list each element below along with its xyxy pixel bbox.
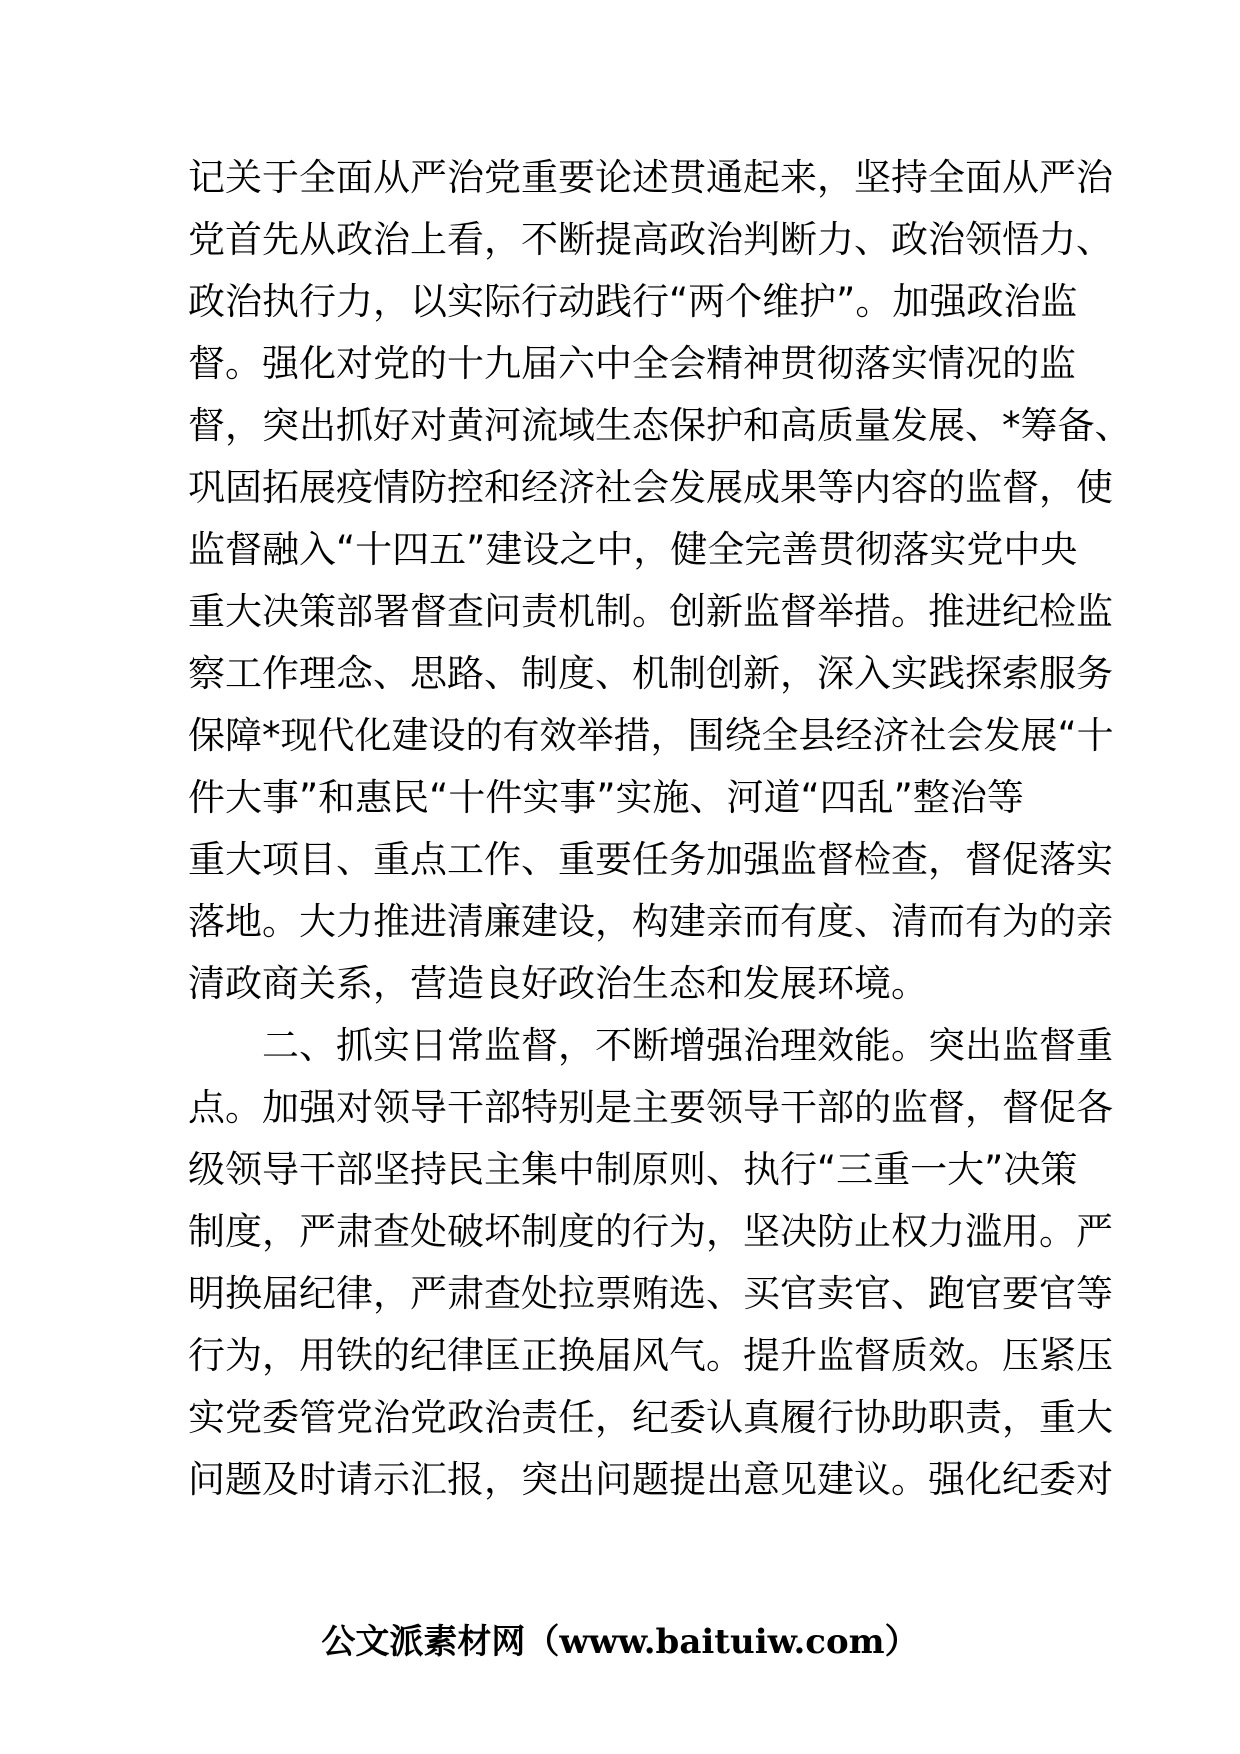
body-text-line: 监督融入“十四五”建设之中，健全完善贯彻落实党中央: [188, 528, 1078, 571]
body-text-line: 清政商关系，营造良好政治生态和发展环境。: [188, 962, 928, 1005]
body-text-line: 记关于全面从严治党重要论述贯通起来，坚持全面从严治: [188, 156, 1113, 199]
body-text-line: 行为，用铁的纪律匡正换届风气。提升监督质效。压紧压: [188, 1334, 1113, 1377]
body-text-line: 制度，严肃查处破坏制度的行为，坚决防止权力滥用。严: [188, 1210, 1113, 1253]
body-text-line: 督。强化对党的十九届六中全会精神贯彻落实情况的监: [188, 342, 1076, 385]
body-text-line: 实党委管党治党政治责任，纪委认真履行协助职责，重大: [188, 1396, 1113, 1439]
body-text-line: 重大项目、重点工作、重要任务加强监督检查，督促落实: [188, 838, 1113, 881]
body-text-line: 督，突出抓好对黄河流域生态保护和高质量发展、*筹备、: [188, 404, 1132, 447]
body-text-line: 级领导干部坚持民主集中制原则、执行“三重一大”决策: [188, 1148, 1078, 1191]
body-text-line: 件大事”和惠民“十件实事”实施、河道“四乱”整治等: [188, 776, 1024, 819]
body-text-line: 明换届纪律，严肃查处拉票贿选、买官卖官、跑官要官等: [188, 1272, 1113, 1315]
body-text-line: 点。加强对领导干部特别是主要领导干部的监督，督促各: [188, 1086, 1113, 1129]
body-text-line: 重大决策部署督查问责机制。创新监督举措。推进纪检监: [188, 590, 1113, 633]
body-text-line: 问题及时请示汇报，突出问题提出意见建议。强化纪委对: [188, 1458, 1113, 1501]
body-text-line: 政治执行力，以实际行动践行“两个维护”。加强政治监: [188, 280, 1078, 323]
body-text-line: 察工作理念、思路、制度、机制创新，深入实践探索服务: [188, 652, 1113, 695]
body-text-line: 党首先从政治上看，不断提高政治判断力、政治领悟力、: [188, 218, 1113, 261]
page-footer: 公文派素材网（www.baituiw.com）: [321, 1622, 919, 1662]
body-text-line: 巩固拓展疫情防控和经济社会发展成果等内容的监督，使: [188, 466, 1113, 509]
body-text-line: 落地。大力推进清廉建设，构建亲而有度、清而有为的亲: [188, 900, 1113, 943]
section-heading-line: 二、抓实日常监督，不断增强治理效能。突出监督重: [188, 1024, 1113, 1067]
body-text-line: 保障*现代化建设的有效举措，围绕全县经济社会发展“十: [188, 714, 1114, 757]
